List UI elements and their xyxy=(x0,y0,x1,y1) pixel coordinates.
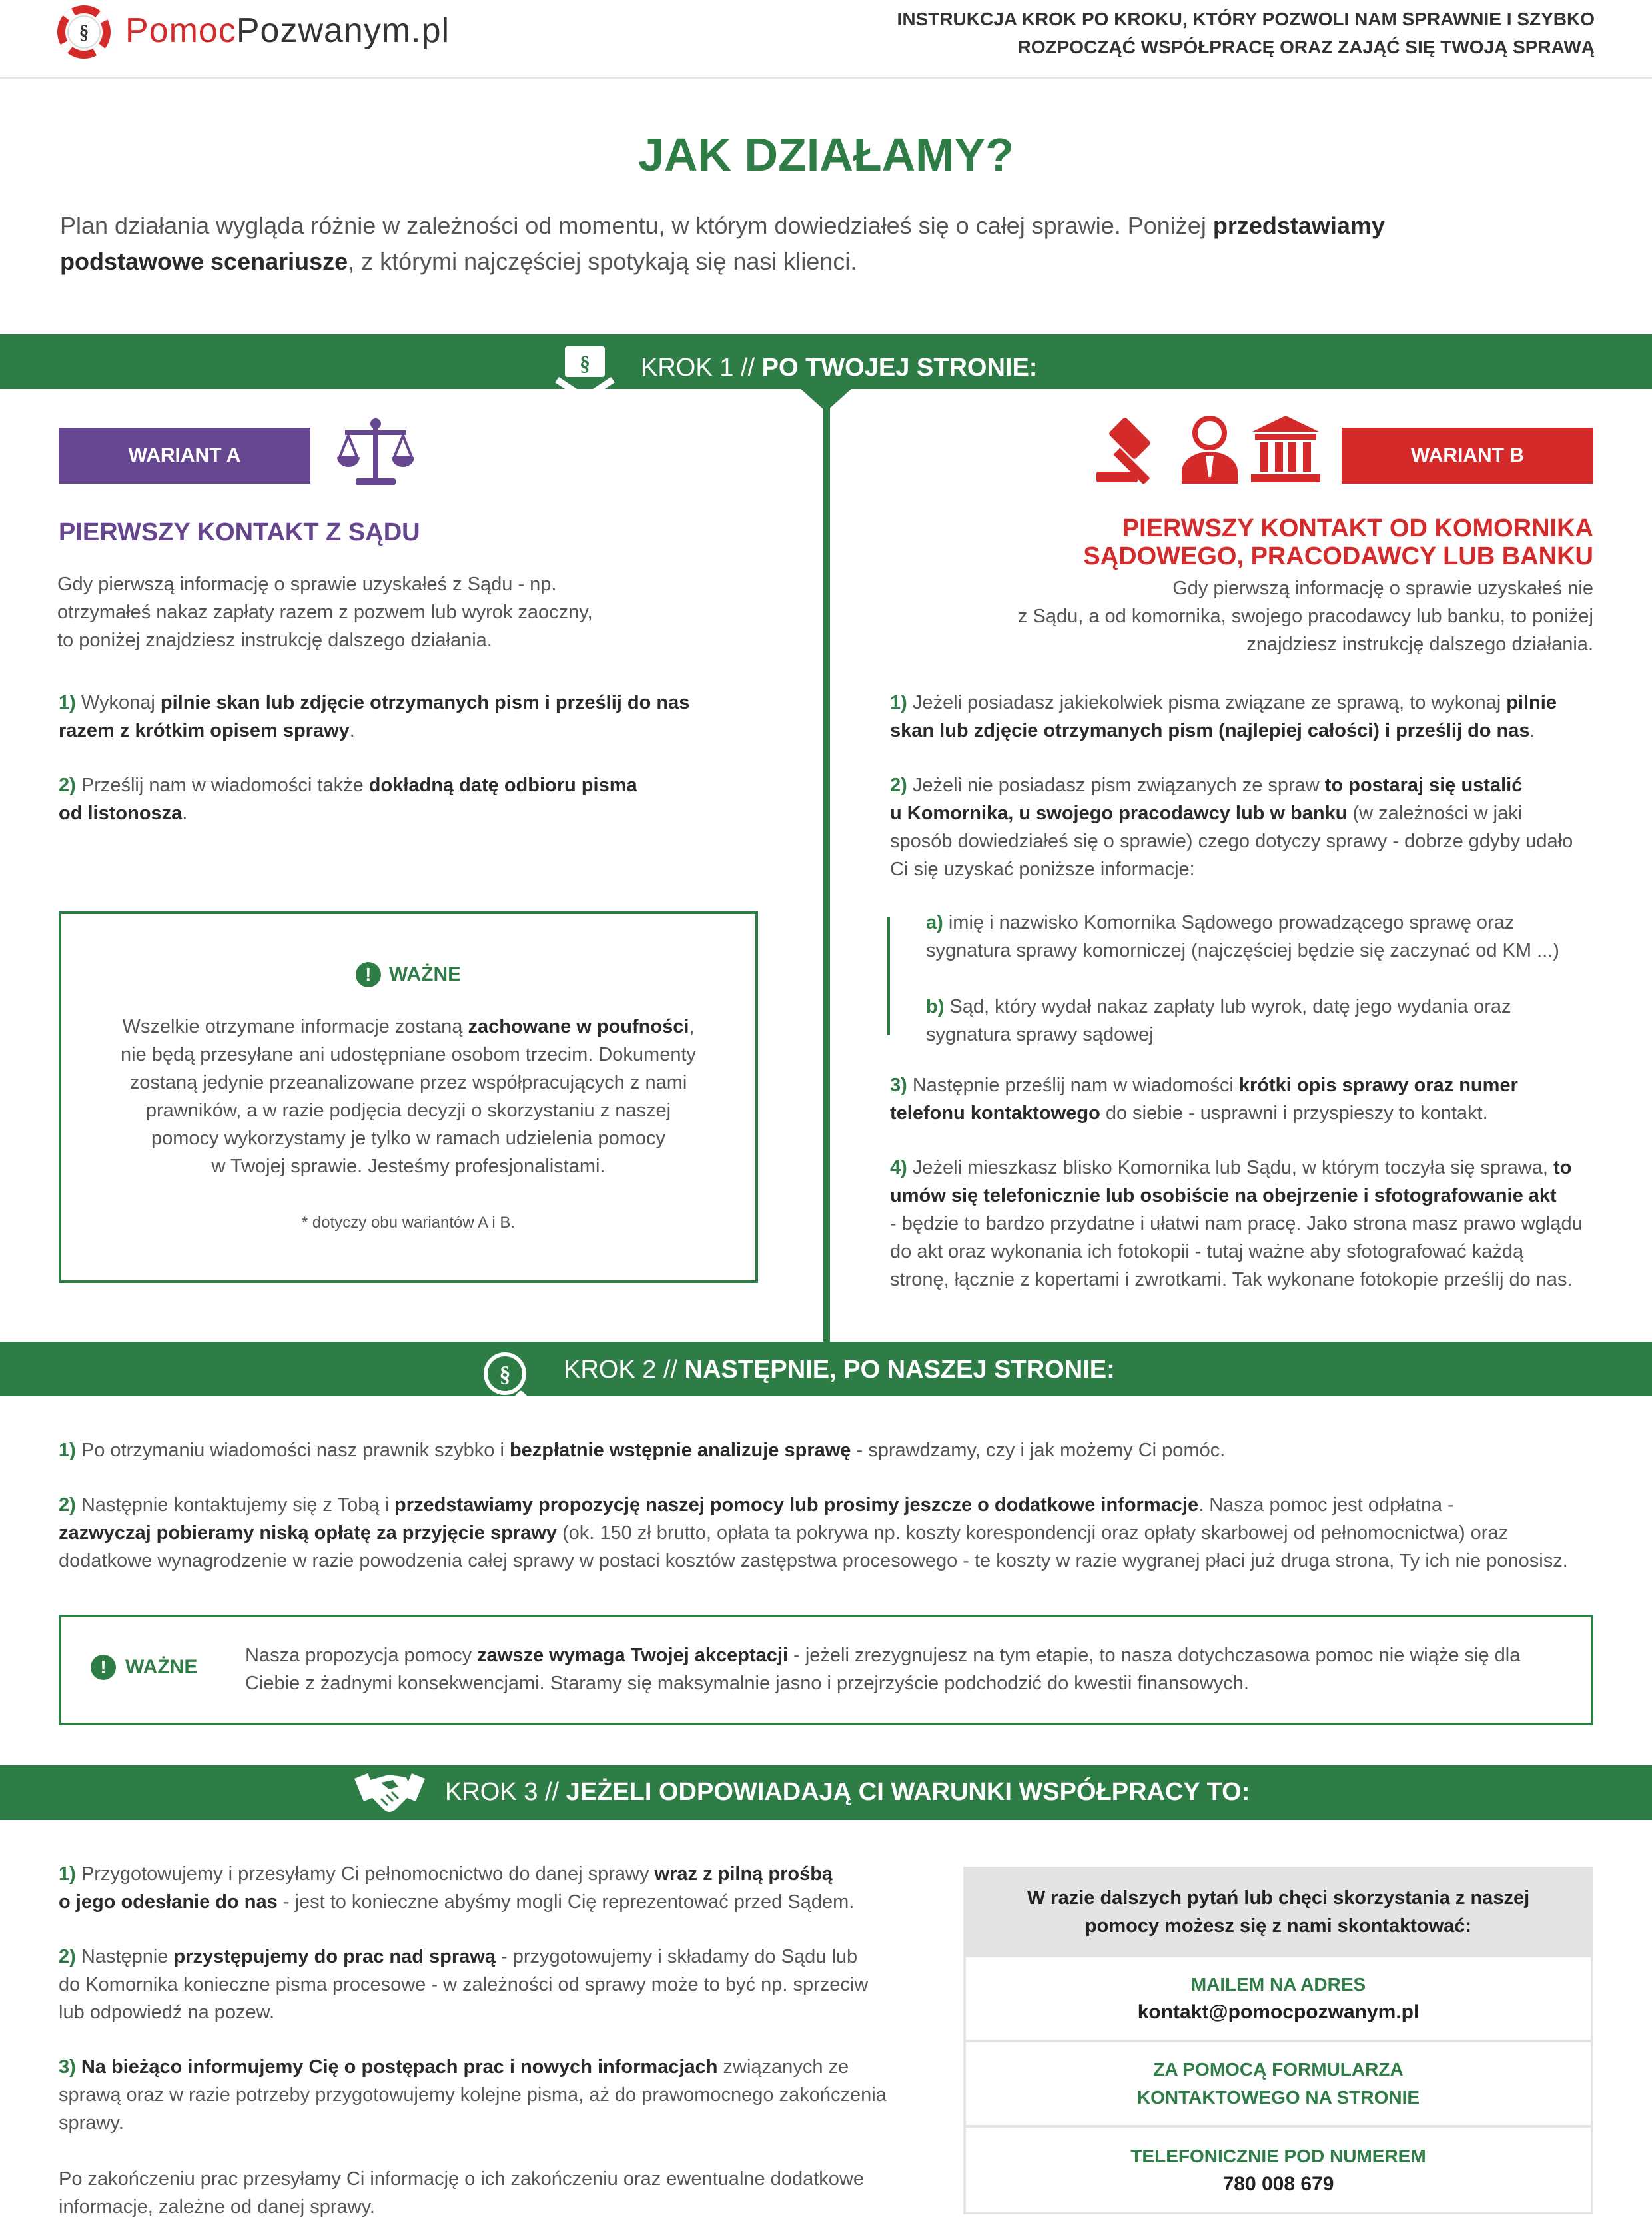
step2-point-2: 2) Następnie kontaktujemy się z Tobą i przedstawiamy propozycję naszej pomocy lub prosimy jeszcze o dodatkowe informacje. Nasza pomoc jest odpłatna - zazwyczaj pobieramy niską opłatę za przyjęcie sprawy (ok. 150 zł brutto, opłata ta pokrywa np. koszty korespondencji oraz opłaty skarbowej od pełnomocnictwa) oraz dodatkowe wynagrodzenie w razie powodzenia całej sprawy w postaci kosztów zastępstwa procesowego - te koszty w razie wygranej płaci już druga strona, Ty ich nie ponosisz. xyxy=(59,1494,1568,1571)
important-footnote: * dotyczy obu wariantów A i B. xyxy=(301,1214,516,1232)
variant-b-badge: WARIANT B xyxy=(1342,428,1593,484)
column-divider xyxy=(823,389,830,1342)
important-text: Wszelkie otrzymane informacje zostaną zachowane w poufności, nie będą przesyłane ani udostępniane osobom trzecim. Dokumenty zostaną jedynie przeanalizowane przez współpracujących z nami prawników, a w razie podjęcia decyzji o skorzystaniu z naszej pomocy wykorzystamy je tylko w ramach udzielenia pomocy w Twojej sprawie. Jesteśmy profesjonalistami. xyxy=(120,1016,697,1177)
step3-closing: Po zakończeniu prac przesyłamy Ci informację o ich zakończeniu oraz ewentualne dodatkowe informacje, zależne od danej sprawy. xyxy=(59,2168,864,2218)
step2-title: KROK 2 // NASTĘPNIE, PO NASZEJ STRONIE: xyxy=(564,1356,1115,1384)
variant-a-step-1: 1) Wykonaj pilnie skan lub zdjęcie otrzymanych pism i prześlij do nas razem z krótkim opisem sprawy. xyxy=(59,692,690,741)
site-header xyxy=(0,0,1652,79)
svg-text:§: § xyxy=(580,351,590,375)
scales-icon xyxy=(336,417,416,486)
exclamation-icon: ! xyxy=(356,962,381,987)
page-title: JAK DZIAŁAMY? xyxy=(638,129,1014,181)
important-box-step2 xyxy=(59,1615,1593,1725)
step3-point-2: 2) Następnie przystępujemy do prac nad sprawą - przygotowujemy i składamy do Sądu lub do Komornika konieczne pisma procesowe - w zależności od sprawy może to być np. sprzeciw lub odpowiedź na pozew. xyxy=(59,1946,869,2023)
gavel-icon xyxy=(1096,414,1166,484)
sub-points-rule xyxy=(887,917,890,1035)
step1-title: KROK 1 // PO TWOJEJ STRONIE: xyxy=(641,354,1038,382)
contact-box xyxy=(963,1867,1593,2214)
variant-a-intro: Gdy pierwszą informację o sprawie uzyskałeś z Sądu - np. otrzymałeś nakaz zapłaty razem z pozwem lub wyrok zaoczny, to poniżej znajdziesz instrukcję dalszego działania. xyxy=(57,574,593,651)
step3-point-3: 3) Na bieżąco informujemy Cię o postępach prac i nowych informacjach związanych ze sprawą oraz w razie potrzeby przygotowujemy kolejne pisma, aż do prawomocnego zakończenia sprawy. xyxy=(59,2056,887,2134)
magnifier-paragraph-icon xyxy=(478,1347,545,1414)
important-box-step1 xyxy=(59,911,758,1283)
variant-b-sub-a: a) imię i nazwisko Komornika Sądowego prowadzącego sprawę oraz sygnatura sprawy komorniczej (najczęściej będzie się zaczynać od KM ...) xyxy=(926,912,1559,961)
contact-header: W razie dalszych pytań lub chęci skorzystania z naszej pomocy możesz się z nami skontaktować: xyxy=(966,1869,1591,1955)
variant-b-step-4: 4) Jeżeli mieszkasz blisko Komornika lub Sądu, w którym toczyła się sprawa, to umów się telefonicznie lub osobiście na obejrzenie i sfotografowanie akt - będzie to bardzo przydatne i ułatwi nam pracę. Jako strona masz prawo wglądu do akt oraz wykonania ich fotokopii - tutaj ważne aby sfotografować każdą stronę, łącznie z kopertami i zwrotkami. Tak wykonane fotokopie prześlij do nas. xyxy=(890,1157,1583,1290)
exclamation-icon: ! xyxy=(91,1655,116,1680)
lifebuoy-icon xyxy=(57,5,111,59)
shield-paragraph-icon xyxy=(553,346,617,402)
variant-b-heading: PIERWSZY KONTAKT OD KOMORNIKA SĄDOWEGO, PRACODAWCY LUB BANKU xyxy=(1083,514,1593,570)
contact-form[interactable]: ZA POMOCĄ FORMULARZA KONTAKTOWEGO NA STRONIE xyxy=(966,2040,1591,2128)
step3-title: KROK 3 // JEŻELI ODPOWIADAJĄ CI WARUNKI WSPÓŁPRACY TO: xyxy=(445,1778,1250,1806)
variant-b-sub-b: b) Sąd, który wydał nakaz zapłaty lub wyrok, datę jego wydania oraz sygnatura sprawy sądowej xyxy=(926,996,1511,1045)
logo-text: PomocPozwanym.pl xyxy=(125,11,450,50)
important-label-step2: ! WAŻNE xyxy=(91,1655,197,1680)
variant-b-step-1: 1) Jeżeli posiadasz jakiekolwiek pisma związane ze sprawą, to wykonaj pilnie skan lub zdjęcie otrzymanych pism (najlepiej całości) i prześlij do nas. xyxy=(890,692,1557,741)
variant-b-step-2: 2) Jeżeli nie posiadasz pism związanych ze spraw to postaraj się ustalić u Komornika, u swojego pracodawcy lub w banku (w zależności w jaki sposób dowiedziałeś się o sprawie) czego dotyczy sprawy - dobrze gdyby udało Ci się uzyskać poniższe informacje: xyxy=(890,775,1573,880)
variant-b-step-3: 3) Następnie prześlij nam w wiadomości krótki opis sprawy oraz numer telefonu kontaktowego do siebie - usprawni i przyspieszy to kontakt. xyxy=(890,1075,1518,1124)
bank-icon xyxy=(1250,414,1322,484)
svg-text:§: § xyxy=(499,1362,511,1387)
contact-phone[interactable]: TELEFONICZNIE POD NUMEREM 780 008 679 xyxy=(966,2125,1591,2216)
variant-b-intro: Gdy pierwszą informację o sprawie uzyskałeś nie z Sądu, a od komornika, swojego pracodawcy lub banku, to poniżej znajdziesz instrukcję dalszego działania. xyxy=(1017,578,1593,655)
phone-number[interactable]: 780 008 679 xyxy=(1222,2173,1334,2195)
important-text-step2: Nasza propozycja pomocy zawsze wymaga Twojej akceptacji - jeżeli zrezygnujesz na tym etapie, to nasza dotychczasowa pomoc nie wiąże się dla Ciebie z żadnymi konsekwencjami. Staramy się maksymalnie jasno i przejrzyście podchodzić do kwestii finansowych. xyxy=(245,1645,1521,1694)
email-address[interactable]: kontakt@pomocpozwanym.pl xyxy=(1137,2001,1420,2023)
header-tagline: INSTRUKCJA KROK PO KROKU, KTÓRY POZWOLI NAM SPRAWNIE I SZYBKO ROZPOCZĄĆ WSPÓŁPRACĘ ORAZ ZAJĄĆ SIĘ TWOJĄ SPRAWĄ xyxy=(897,9,1595,57)
step1-icon xyxy=(553,346,617,402)
contact-email[interactable]: MAILEM NA ADRES kontakt@pomocpozwanym.pl xyxy=(966,1955,1591,2042)
variant-a-heading: PIERWSZY KONTAKT Z SĄDU xyxy=(59,518,420,546)
step2-point-1: 1) Po otrzymaniu wiadomości nasz prawnik szybko i bezpłatnie wstępnie analizuje sprawę - sprawdzamy, czy i jak możemy Ci pomóc. xyxy=(59,1440,1226,1461)
handshake-icon xyxy=(354,1767,425,1819)
variant-a-badge: WARIANT A xyxy=(59,428,310,484)
person-icon xyxy=(1179,413,1240,485)
svg-text:§: § xyxy=(79,21,89,43)
step3-point-1: 1) Przygotowujemy i przesyłamy Ci pełnomocnictwo do danej sprawy wraz z pilną prośbą o jego odesłanie do nas - jest to konieczne abyśmy mogli Cię reprezentować przed Sądem. xyxy=(59,1863,855,1913)
variant-a-step-2: 2) Prześlij nam w wiadomości także dokładną datę odbioru pisma od listonosza. xyxy=(59,775,637,824)
important-label: ! WAŻNE xyxy=(61,962,755,987)
intro-text: Plan działania wygląda różnie w zależności od momentu, w którym dowiedziałeś się o całej sprawie. Poniżej przedstawiamy podstawowe scenariusze, z którymi najczęściej spotykają się nasi klienci. xyxy=(60,212,1385,275)
